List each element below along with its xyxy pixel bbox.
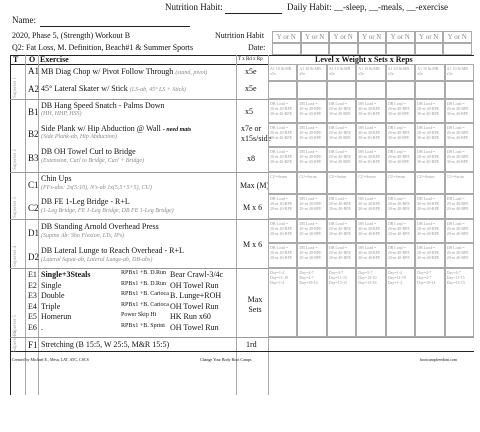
e-label: Double [41,291,65,301]
e-drill-b: OH Towel Run [170,280,219,290]
e-code: E2 [28,280,37,290]
log-cell-hint: Day=4-7 Day=11-15 Day=13-15 [328,270,348,285]
e-code: E5 [28,312,37,322]
e-drill-a: RPBx1 +B. D.Run [121,270,167,276]
log-cell-hint: DB Load = 20-nt 40-RPE 30-at 40-RPE [358,125,381,140]
daily-habit-text: Daily Habit: __-sleep, __-meals, __-exercise [287,2,448,12]
exercise-code-f1: F1 [28,340,38,350]
exercise-col-divider [236,55,237,395]
yn-box[interactable]: Y or N [358,31,387,43]
log-cell-hint: DB Load = 20-nt 40-RPE 20-nt 40-RPE [270,221,293,236]
col-t-header: T [13,55,19,64]
e-block-sets: Max Sets [247,295,263,314]
log-cell-hint: DB Load = 20-nt 40-RPE 30-at 40-RPE [417,101,440,116]
e-drill-b: OH Towel Run [170,323,219,332]
log-cell-hint: DB Load = 20-nt 40-RPE 30-at 40-RPE [417,125,440,140]
yn-box[interactable]: Y or N [272,31,301,43]
date-box[interactable] [358,43,387,55]
log-cell-hint: DB Load = 20-nt 40-RPE 20-nt 40-RPE [417,196,440,211]
t-col-divider [25,55,26,395]
log-cell-hint: DB Load = 20-nt 40-RPE 20-nt 40-RPE [299,221,322,236]
exercise-name-b2: Side Plank w/ Hip Abduction @ Wall - need mats [41,124,192,133]
log-cell-hint: DB Load = 20-nt 40-RPE 20-nt 40-RPE [270,245,293,260]
superset-side-label: Superset 3 [13,197,18,218]
log-cell-hint: CU=Serim [387,174,406,179]
exercise-code-c2: C2 [28,203,39,213]
log-cell-hint: A1 10 lb:MB x5e [417,66,439,76]
row-divider-e [10,337,474,338]
log-cell-hint: Day=5-7 Day=19-10 Day=15-18 [358,270,377,285]
bottom-rule [10,351,474,352]
exercise-code-b2: B2 [28,129,39,139]
log-cell-hint: DB Load = 20-nt 40-RPE 20-nt 40-RPE [328,221,351,236]
date-box[interactable] [386,43,415,55]
footer-center: Change Your Body Boot Camps [200,357,252,362]
exercise-name-d1: DB Standing Arnold Overhead Press [41,222,159,231]
e-label: Homerun [41,312,72,322]
yn-box[interactable]: Y or N [329,31,358,43]
log-cell-hint: DB Load = 20-nt 40-RPE 20-nt 40-RPE [446,196,469,211]
log-cell-hint: DB Load = 20-nt 40-RPE 20-nt 40-RPE [270,196,293,211]
log-cell-hint: CU=Serim [417,174,435,179]
log-cell-hint: DB Load = 20-nt 40-RPE 20-nt 40-RPE [446,221,469,236]
e-code: E4 [28,301,37,311]
e-label: . [41,323,43,332]
exercise-name-b1: DB Hang Speed Snatch - Palms Down [41,101,165,110]
log-cell-hint: DB Load = 20-nt 40-RPE 30-at 40-RPE [270,149,293,164]
exercise-alt-b3: (Extension, Curl to Bridge, Curl + Bridge) [41,158,145,164]
log-cell[interactable] [327,81,356,99]
superset-side-label: Superset 2 [13,149,18,170]
log-cell-hint: DB Load = 20-nt 40-RPE 30-at 40-RPE [387,125,410,140]
level-header: Level x Weight x Sets x Reps [315,55,413,64]
log-cell-hint: DB Load = 20-nt 40-RPE 20-nt 40-RPE [328,245,351,260]
log-cell-hint: Day=4-7 Day=11-15 Day=13-15 [446,270,465,285]
date-box[interactable] [443,43,472,55]
superset-side-label: Superset 6 [13,331,18,352]
exercise-sets-b3: x8 [247,154,255,163]
e-drill-a: RPBx1 +B. Carioca [121,291,169,298]
name-label: Name: [12,15,36,25]
log-cell[interactable] [445,81,474,99]
exercise-sets-c2: M x 6 [243,203,263,212]
log-cell-hint: Day=1-4 Day=11-19 Day=1-4 [387,270,406,285]
yn-box[interactable]: Y or N [443,31,472,43]
exercise-alt-d1: (Supine Ab: Sho Flexion, LTs, IPs) [41,233,125,239]
col-exercise-header: Exercise [40,55,69,64]
exercise-alt-d2: (Lateral Squat-ab, Lateral Lunge-ab, DB-abs) [41,257,153,263]
log-cell-hint: DB Load = 20-nt 40-RPE 30-at 40-RPE [328,125,351,140]
exercise-alt-c1: (FFs-abs: 2x(5:10), N's-ab 1x(5,5+5+5), CU) [41,185,152,191]
exercise-sets-d1: M x 6 [243,240,263,249]
e-drill-b: B. Lunge+ROH [170,291,222,301]
log-cell-hint: DB Load = 20-nt 40-RPE 20-nt 40-RPE [358,221,381,236]
log-cell-hint: DB Load = 20-nt 40-RPE 30-at 40-RPE [299,125,322,140]
log-cell-hint: DB Load = 20-nt 40-RPE 20-nt 40-RPE [387,221,410,236]
log-cell-hint: A1 10 lb:MB x5e [328,66,351,76]
exercise-alt-c2: (1-Leg Bridge, FE 1-Leg Bridge, DB FE 1-Leg Bridge) [41,208,174,214]
e-drill-b: OH Towel Run [170,301,219,311]
exercise-name-a2: 45° Lateral Skater w/ Stick (LS-ab, 45° LS + Stick) [41,84,187,93]
exercise-code-b1: B1 [28,107,39,117]
exercise-name-c1: Chin Ups [41,174,72,183]
e-code: E3 [28,291,37,301]
o-col-divider [38,55,39,395]
exercise-sets-b1: x5 [245,107,253,116]
nutrition-habit-line[interactable] [225,13,282,14]
yn-box[interactable]: Y or N [415,31,444,43]
e-label: Single+3Steals [41,270,91,279]
e-drill-a: RPBx1 +B. D.Run [121,280,167,287]
log-cell-hint: A1 10 lb:MB x5e [270,66,292,76]
date-label: Date: [248,43,266,52]
program-line: 2020, Phase 5, (Strength) Workout B [12,31,131,40]
exercise-sets-f1: 1rd [246,340,257,349]
log-cell-hint: Day=4-7 Day=4-7 Day=19-14 [417,270,436,285]
log-cell-hint: DB Load = 20-nt 40-RPE 30-at 40-RPE [446,125,469,140]
footer-credit: Created by Michael E., Mesa, LAT, ATC, CSCS [12,357,89,362]
nutrition-habit-row-label: Nutrition Habit [215,31,265,40]
exercise-code-d2: D2 [28,252,39,262]
log-cell-hint: DB Load = 20-nt 40-RPE 30-at 40-RPE [358,149,381,164]
log-cell-hint: DB Load = 20-nt 40-RPE 30-at 40-RPE [299,149,322,164]
exercise-code-b3: B3 [28,153,39,163]
e-label: Single [41,280,62,290]
log-cell-hint: DB Load = 20-nt 40-RPE 30-at 40-RPE [358,101,381,116]
left-frame [10,55,11,395]
log-cell-hint: DB Load = 20-nt 40-RPE 30-at 40-RPE [299,101,322,116]
exercise-code-c1: C1 [28,180,39,190]
e-drill-b: HK Run x60 [170,312,211,322]
e-label: Triple [41,301,61,311]
footer-url: bootcampfreedom.com [420,357,457,362]
e-drill-a: RPBx1 +B. Carioca [121,301,169,308]
e-drill-a: Power Skip Ht [121,312,157,319]
log-cell-hint: DB Load = 20-nt 40-RPE 20-nt 40-RPE [328,196,351,211]
date-box[interactable] [272,43,301,55]
exercise-code-d1: D1 [28,228,39,238]
log-cell-hint: Day=1-4 Day=11-19 Day=1-4 [270,270,289,285]
exercise-name-b3: DB OH Towel Curl to Bridge [41,147,136,156]
log-cell-hint: CU=Serim [446,174,464,179]
log-cell-hint: Day=4-7 Day=4-7 Day=19-14 [299,270,318,285]
e-code: E6 [28,323,37,332]
log-cell-hint: DB Load = 20-nt 40-RPE 20-nt 40-RPE [358,196,381,211]
date-box[interactable] [301,43,330,55]
exercise-alt-b1: (HH, HHP, HSS) [41,111,82,117]
exercise-name-f1: Stretching (B 15:5, W 25:5, M&R 15:5) [41,340,170,349]
log-cell-hint: DB Load = 20-nt 40-RPE 20-nt 40-RPE [446,245,469,260]
log-cell-hint: CU=Serim [270,174,288,179]
name-field[interactable] [40,26,190,27]
date-box[interactable] [415,43,444,55]
log-cell-hint: DB Load = 20-nt 40-RPE 20-nt 40-RPE [299,245,322,260]
yn-box[interactable]: Y or N [301,31,330,43]
log-cell-hint: DB Load = 20-nt 40-RPE 30-at 40-RPE [270,125,293,140]
sets-header: T x Rd x Rp [238,57,263,62]
exercise-name-d2: DB Lateral Lunge to Reach Overhead - R+L [41,246,184,255]
log-cell-hint: DB Load = 20-nt 40-RPE 30-at 40-RPE [270,101,293,116]
log-cell[interactable] [297,81,326,99]
exercise-name-c2: DB FE 1-Leg Bridge - R+L [41,197,130,206]
log-cell-hint: DB Load = 20-nt 40-RPE 20-nt 40-RPE [417,245,440,260]
exercise-code-a2: A2 [28,84,39,94]
yn-box[interactable]: Y or N [386,31,415,43]
log-cell-hint: DB Load = 20-nt 40-RPE 20-nt 40-RPE [417,221,440,236]
log-cell[interactable] [386,81,415,99]
log-cell-hint: DB Load = 20-nt 40-RPE 30-at 40-RPE [446,149,469,164]
exercise-sets-c1: Max (M) [240,181,270,190]
goal-line: Q2: Fat Loss, M. Definition, Beach#1 & Summer Sports [12,43,194,52]
exercise-sets-a2: x5e [245,84,257,93]
superset-side-label: Superset 4 [13,246,18,267]
exercise-sets-b2: x7e or x15s/side [241,124,272,143]
log-cell-hint: CU=Serim [358,174,376,179]
log-cell[interactable] [268,81,297,99]
superset-side-label: Superset 1 [13,77,18,98]
log-cell-hint: A1 10 lb:MB x5e [446,66,468,76]
exercise-sets-a1: x5e [245,67,257,76]
nutrition-habit-label: Nutrition Habit: [165,2,223,12]
log-cell-hint: DB Load = 20-nt 40-RPE 30-at 40-RPE [387,149,410,164]
log-cell-hint: DB Load = 20-nt 40-RPE 30-at 40-RPE [328,101,351,116]
col-o-header: O [29,55,36,64]
log-cell[interactable] [356,81,385,99]
log-cell-hint: CU=Serim [299,174,317,179]
exercise-name-a1: MB Diag Chop w/ Pivot Follow Through (stand, pivot) [41,67,208,76]
log-cell-hint: CU=Serim [328,174,347,179]
exercise-code-a1: A1 [28,66,39,76]
log-cell-hint: DB Load = 20-nt 40-RPE 30-at 40-RPE [328,149,351,164]
superset-side-label: Superset 5 [13,315,18,336]
log-cell-hint: DB Load = 20-nt 40-RPE 30-at 40-RPE [446,101,469,116]
log-cell-hint: DB Load = 20-nt 40-RPE 30-at 40-RPE [387,101,410,116]
log-cell-hint: DB Load = 20-nt 40-RPE 20-nt 40-RPE [299,196,322,211]
log-cell-hint: DB Load = 20-nt 40-RPE 30-at 40-RPE [417,149,440,164]
exercise-alt-b2: (Side Plank-ab, Hip Abduction) [41,134,117,140]
date-box[interactable] [329,43,358,55]
e-drill-b: Bear Crawl-3/4c [170,270,224,279]
log-cell-hint: DB Load = 20-nt 40-RPE 20-nt 40-RPE [387,196,410,211]
e-drill-a: RPBx1 +B. Sprint [121,323,165,329]
log-cell-hint: A1 10 lb:MB x5e [387,66,410,76]
e-code: E1 [28,270,37,279]
log-cell-hint: DB Load = 20-nt 40-RPE 20-nt 40-RPE [387,245,410,260]
log-cell-hint: A1 10 lb:MB x5e [358,66,380,76]
log-cell-hint: DB Load = 20-nt 40-RPE 20-nt 40-RPE [358,245,381,260]
log-cell-hint: A1 10 lb:MB x5e [299,66,321,76]
log-cell[interactable] [415,81,444,99]
